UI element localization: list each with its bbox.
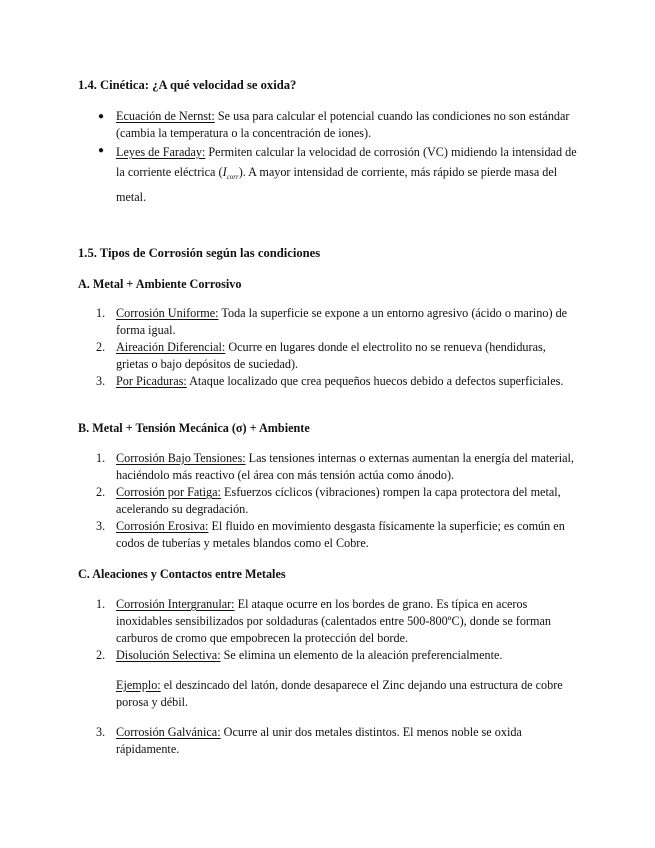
term-label: Corrosión Erosiva: xyxy=(116,519,209,533)
item-body: Se elimina un elemento de la aleación preferencialmente. xyxy=(220,648,503,662)
item-body: Ocurre en lugares donde el electrolito no se renueva (hendiduras, grietas o bajo depósitos de suciedad). xyxy=(116,340,546,371)
current-symbol: I xyxy=(222,165,227,179)
list-item xyxy=(96,518,578,552)
list-item xyxy=(96,339,578,373)
item-body: Toda la superficie se expone a un entorno agresivo (ácido o marino) de forma igual. xyxy=(116,306,568,337)
item-body: Las tensiones internas o externas aumentan la energía del material, haciéndolo más reactivo (el área con más tensión actúa como ánodo). xyxy=(116,451,574,482)
example-label: Ejemplo: xyxy=(116,678,161,692)
term-label: Corrosión Galvánica: xyxy=(116,725,221,739)
item-body: Ataque localizado que crea pequeños huecos debido a defectos superficiales. xyxy=(186,374,564,388)
item-number: 3. xyxy=(96,374,106,388)
list-item xyxy=(96,450,578,484)
term-label: Ecuación de Nernst: xyxy=(116,109,215,123)
item-number: 2. xyxy=(96,340,106,354)
term-label: Aireación Diferencial: xyxy=(116,340,226,354)
list-item xyxy=(96,305,578,339)
list-item xyxy=(96,724,578,758)
term-label: Leyes de Faraday: xyxy=(116,145,206,159)
item-body: Se usa para calcular el potencial cuando las condiciones no son estándar (cambia la temperatura o la concentración de iones). xyxy=(116,109,570,140)
list-item-text xyxy=(116,339,578,373)
list-item-text xyxy=(116,647,578,664)
item-number: 1. xyxy=(96,597,106,611)
item-body: El ataque ocurre en los bordes de grano. Es típica en aceros inoxidables sensibilizados por soldaduras (calentados entre 500-800ºC), donde se forman carburos de cromo que empobrecen la protección del borde. xyxy=(116,597,551,645)
list-item xyxy=(96,142,578,207)
term-label: Corrosión Intergranular: xyxy=(116,597,235,611)
item-number: 1. xyxy=(96,306,106,320)
list-item xyxy=(96,647,578,664)
list-item-text xyxy=(116,518,578,552)
list-item xyxy=(96,596,578,647)
list-item xyxy=(96,373,578,390)
list-item-text xyxy=(116,305,578,339)
bullet-icon: ● xyxy=(98,145,105,156)
subsection-title-c: C. Aleaciones y Contactos entre Metales xyxy=(78,567,286,581)
item-body: El fluido en movimiento desgasta físicamente la superficie; es común en codos de tuberías y metales blandos como el Cobre. xyxy=(116,519,565,550)
item-body: Permiten calcular la velocidad de corrosión (VC) midiendo la intensidad de la corriente eléctrica ( xyxy=(116,145,577,179)
list-item xyxy=(96,108,578,142)
example-paragraph xyxy=(116,677,578,711)
subsection-title-a: A. Metal + Ambiente Corrosivo xyxy=(78,277,242,291)
list-item-text xyxy=(116,142,578,207)
list-item-text xyxy=(116,724,578,758)
section-title-1-5: 1.5. Tipos de Corrosión según las condiciones xyxy=(78,246,321,260)
section-title-1-4: 1.4. Cinética: ¿A qué velocidad se oxida? xyxy=(78,78,297,92)
item-body: Ocurre al unir dos metales distintos. El menos noble se oxida rápidamente. xyxy=(116,725,522,756)
list-item-text xyxy=(116,450,578,484)
list-item-text xyxy=(116,484,578,518)
list-item-text xyxy=(116,108,578,142)
list-item-text xyxy=(116,373,578,390)
term-label: Corrosión Uniforme: xyxy=(116,306,219,320)
item-body: Esfuerzos cíclicos (vibraciones) rompen la capa protectora del metal, acelerando su degradación. xyxy=(116,485,561,516)
term-label: Por Picaduras: xyxy=(116,374,187,388)
item-number: 3. xyxy=(96,519,106,533)
term-label: Corrosión Bajo Tensiones: xyxy=(116,451,246,465)
bullet-icon: ● xyxy=(98,111,105,122)
term-label: Disolución Selectiva: xyxy=(116,648,221,662)
list-item-text xyxy=(116,596,578,647)
subsection-title-b: B. Metal + Tensión Mecánica (σ) + Ambiente xyxy=(78,421,310,435)
item-number: 2. xyxy=(96,648,106,662)
item-number: 1. xyxy=(96,451,106,465)
example-body: el deszincado del latón, donde desaparece el Zinc dejando una estructura de cobre porosa y débil. xyxy=(116,678,563,709)
item-number: 2. xyxy=(96,485,106,499)
item-body: ). A mayor intensidad de corriente, más rápido se pierde masa del metal. xyxy=(116,165,558,204)
item-number: 3. xyxy=(96,725,106,739)
list-item xyxy=(96,484,578,518)
term-label: Corrosión por Fatiga: xyxy=(116,485,221,499)
current-subscript: corr xyxy=(226,173,239,181)
